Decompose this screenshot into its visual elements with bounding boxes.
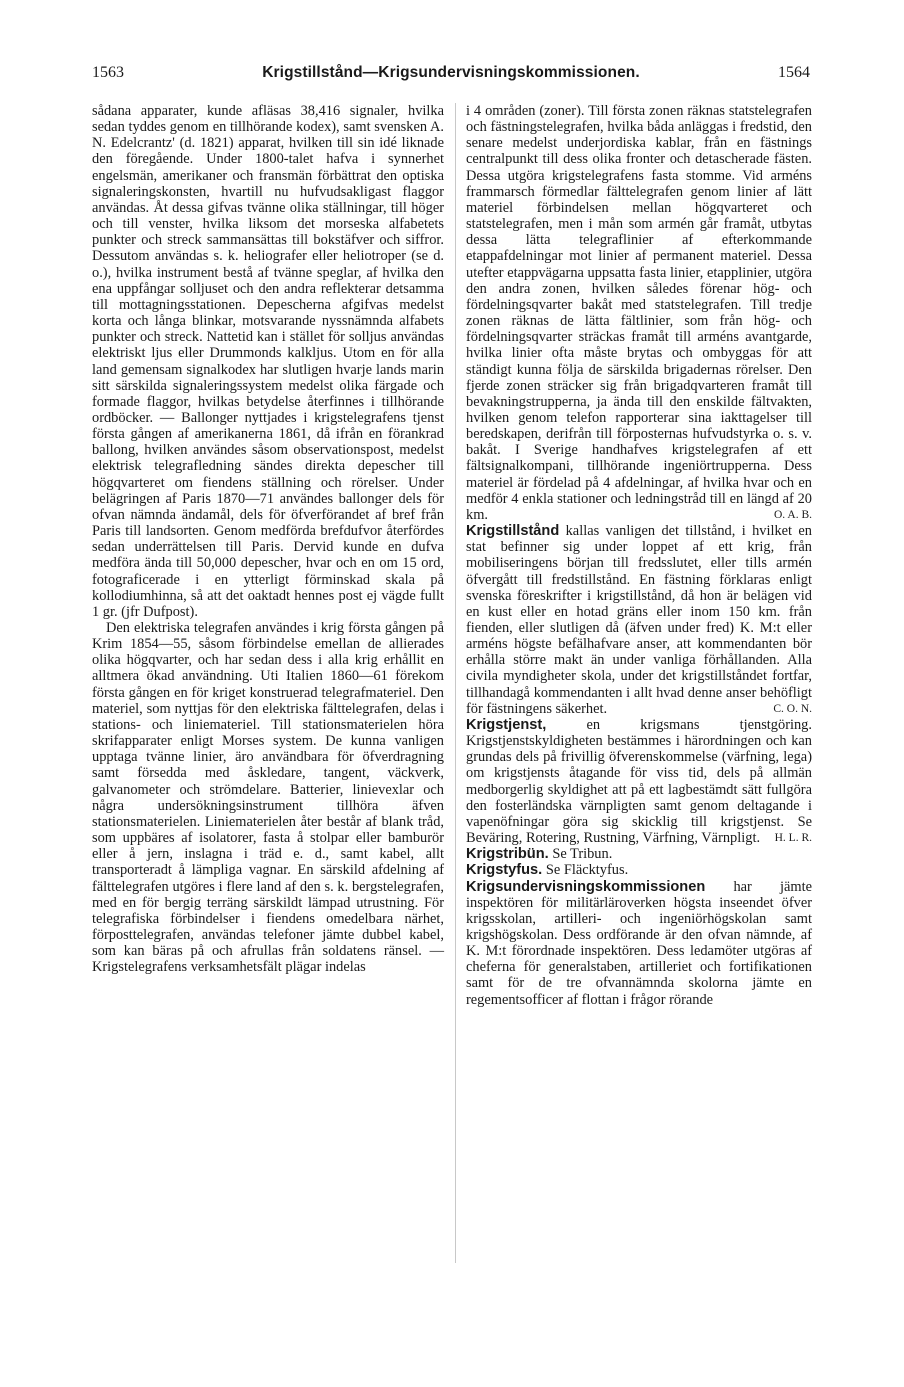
- author-signature-3: H. L. R.: [774, 832, 812, 845]
- headword-krigstillstand: Krigstillstånd: [466, 523, 560, 540]
- headword-krigstyfus: Krigstyfus.: [466, 862, 543, 879]
- author-signature-1: O. A. B.: [773, 508, 812, 521]
- entry-text-krigstillstand: kallas vanligen det tillstånd, i hvilket en stat befinner sig under loppet af ett krig, från mobiliseringens början till fredsslutet, eller tills armén öfvergått till fredstillstånd. En fästning förklaras enligt svenska föreskrifter i krigstillstånd, då hon är belägen vid en kust eller en hotad gräns eller inom 150 km. från fienden, eller slutligen då (äfven under fred) K. M:t eller arméns högste befälhafvare anser, att kommendanten bör erhålla större makt än under vanliga förhållanden. Alla civila myndigheter skola, under det krigstillståndet fortfar, tillhandagå kommendanten i allt hvad denne anser behöfligt för fästningens säkerhet.: [466, 523, 812, 717]
- headword-krigstjenst: Krigstjenst,: [466, 716, 547, 733]
- headword-krigstribun: Krigstribün.: [466, 846, 549, 863]
- left-paragraph-1: sådana apparater, kunde afläsas 38,416 signaler, hvilka sedan tyddes genom en tillhörande kodex), samt svensken A. N. Edelcrantz' (d. 1821) apparat, hvilken till sin idé liknade den föregående. Under 1800-talet hafva i synnerhet engelsmän, amerikaner och fransmän förbättrat den optiska signaleringskonsten, hvartill nu hufvudsakligast flaggor användas. Åt dessa gifvas tvänne olika ställningar, till höger och till venster, hvilka liksom det morseska alfabetets punkter och streck sammansättas till bokstäfver och siffror. Dessutom användas s. k. heliografer eller heliotroper (se d. o.), hvilka instrument bestå af tvänne speglar, af hvilka den ena uppfångar solljuset och den andra reflekterar detsamma till mottagningsstationen. Depescherna afgifvas medelst korta och långa blinkar, motsvarande nyssnämnda alfabets punkter och streck. Nattetid kan i stället för solljus användas elektriskt ljus eller Drummonds kalkljus. Utom en för alla land gemensam signalkodex har slutligen hvarje lands marin sitt särskilda signaleringssystem medelst olika färgade och formade flaggor, hvilkas betydelse återfinnes i tillhörande ordböcker. — Ballonger nyttjades i krigstelegrafens tjenst första gången af amerikanerna 1861, då ifrån en förankrad ballong, hvilken användes såsom observationspost, medelst elektrisk telegrafledning sändes direkta depescher till högqvarteret om fiendens ställning och rörelser. Under belägringen af Paris 1870—71 användes ballonger dels för ofvan nämnda ändamål, dels för öfverförandet af bref från Paris till landsorten. Genom medförda brefdufvor återfördes sedan underrättelsen till Paris. Dervid kunde en dufva medföra ända till 50,000 depescher, hvar och en om 15 ord, fotograficerade i en ytterligt förminskad skala på kollodiumhinna, så att det oaktadt hennes post ej vägde fullt 1 gr. (jfr Dufpost).: [92, 103, 444, 620]
- column-divider: [455, 103, 456, 1263]
- entry-text-krigsundervisningskommissionen: har jämte inspektören för militärläroverken högsta inseendet öfver krigsskolan, artilleri- och ingeniörhögskolan samt krigshögskolan. Dess ordförande är den ofvan nämnde, af K. M:t förordnade inspektören. Dess ledamöter utgöras af cheferna för generalstaben, artilleriet och fortifikationen samt för de tre ofvannämnda skolorna jämte en regementsofficer af flottan i frågor rörande: [466, 878, 812, 1008]
- entry-krigstjenst: [466, 717, 812, 846]
- entry-text-krigstjenst: en krigsmans tjenstgöring. Krigstjenstskyldigheten bestämmes i härordningen och kan grundas dels på frivillig öfverenskommelse (värfning, lega) om krigstjensts åtagande för viss tid, dels på allmän medborgerlig skyldighet att på ett lagbestämdt sätt fullgöra den fosterländska värnpligten samt genom deltagande i vapenöfningar göra sig skicklig till krigstjenst. Se Beväring, Rotering, Rustning, Värfning, Värnpligt.: [466, 716, 812, 847]
- page-number-left: 1563: [92, 64, 124, 81]
- left-column: [92, 103, 444, 975]
- page-header: [92, 64, 810, 86]
- entry-text-krigstribun: Se Tribun.: [552, 846, 613, 863]
- entry-krigstribun: [466, 846, 812, 862]
- entry-krigsundervisningskommissionen: [466, 879, 812, 1008]
- headword-krigsundervisningskommissionen: Krigsundervisningskommissionen: [466, 878, 706, 895]
- author-signature-2: C. O. N.: [773, 702, 812, 715]
- right-paragraph-1: [466, 103, 812, 523]
- right-column: [466, 103, 812, 1008]
- entry-krigstillstand: [466, 523, 812, 717]
- entry-krigstyfus: [466, 862, 812, 878]
- running-title: Krigstillstånd—Krigsundervisningskommissionen.: [262, 64, 640, 81]
- left-paragraph-2: Den elektriska telegrafen användes i krig första gången på Krim 1854—55, såsom förbindelse emellan de allierades olika högqvarter, och har sedan dess i alla krig erhållit en alltmera ökad användning. Uti Italien 1860—61 förekom första gången en för kriget konstruerad telegrafmateriel. Den materiel, som nyttjas för den elektriska fälttelegrafen, delas i stations- och liniemateriel. Till stationsmaterielen höra skrifapparater enligt Morses system. De kunna vanligen upptaga tvänne linier, äro användbara för öfverdragning samt försedda med åskledare, tangent, väckverk, galvanometer och strömdelare. Batterier, linievexlar och några undersökningsinstrument tillhöra äfven stationsmaterielen. Liniematerielen åter består af blank tråd, som uppbäres af isolatorer, fasta å stolpar eller bamburör eller å jern, inslagna i träd e. d., samt kabel, allt transporteradt å lämpliga vagnar. En särskild afdelning af fälttelegrafen utgöres i flere land af den s. k. bergstelegrafen, med en för bergig terräng särskildt lämpad utrustning. För telegrafiska förbindelser i fiendens omedelbara närhet, förposttelegrafen, användas telefoner jämte dubbel kabel, som kan bäras på och afrullas från soldatens ränsel. — Krigstelegrafens verksamhetsfält plägar indelas: [92, 620, 444, 976]
- page-number-right: 1564: [778, 64, 810, 81]
- telegraf-zones-text: i 4 områden (zoner). Till första zonen räknas statstelegrafen och fästningstelegrafen, hvilka båda anläggas i fredstid, den senare medelst underjordiska kablar, från en fästnings centralpunkt till dess olika fronter och detascherade fästen. Dessa utgöra krigstelegrafens fasta stomme. Vid arméns frammarsch förmedlar fälttelegrafen genom linier af lätt materiel förbindelsen mellan högqvarteret och statstelegrafen, men i mån som armén går framåt, utbytas dessa lätta telegraflinier af efterkommande etappafdelningar mot linier af permanent materiel. Dessa utefter etappvägarna uppsatta fasta linier, etapplinier, utgöra den andra zonen, hvilken således förenar hög- och fördelningsqvarter bakåt med statstelegrafen. Till tredje zonen räknas de lätta fältlinier, som från hög- och fördelningsqvarter sträckas framåt till arméns avantgarde, hvilka linier ofta måste brytas och ombyggas för att ständigt kunna följa de särskilda brigadernas rörelser. Den fjerde zonen sträcker sig från brigadqvarteren framåt till bevakningstrupperna, ja ända till den enskilde fältvakten, hvilken genom telefon rapporterar sina iakttagelser till beredskapen, derifrån till förposternas hufvudstyrka o. s. v. bakåt. I Sverige handhafves krigstelegrafen af ett fältsignalkompani, tillhörande ingeniörtrupperna. Dess materiel är fördelad på 4 afdelningar, af hvilka hvar och en medför 4 enkla stationer och ledningstråd till en längd af 20 km.: [466, 103, 812, 523]
- entry-text-krigstyfus: Se Fläcktyfus.: [545, 862, 629, 879]
